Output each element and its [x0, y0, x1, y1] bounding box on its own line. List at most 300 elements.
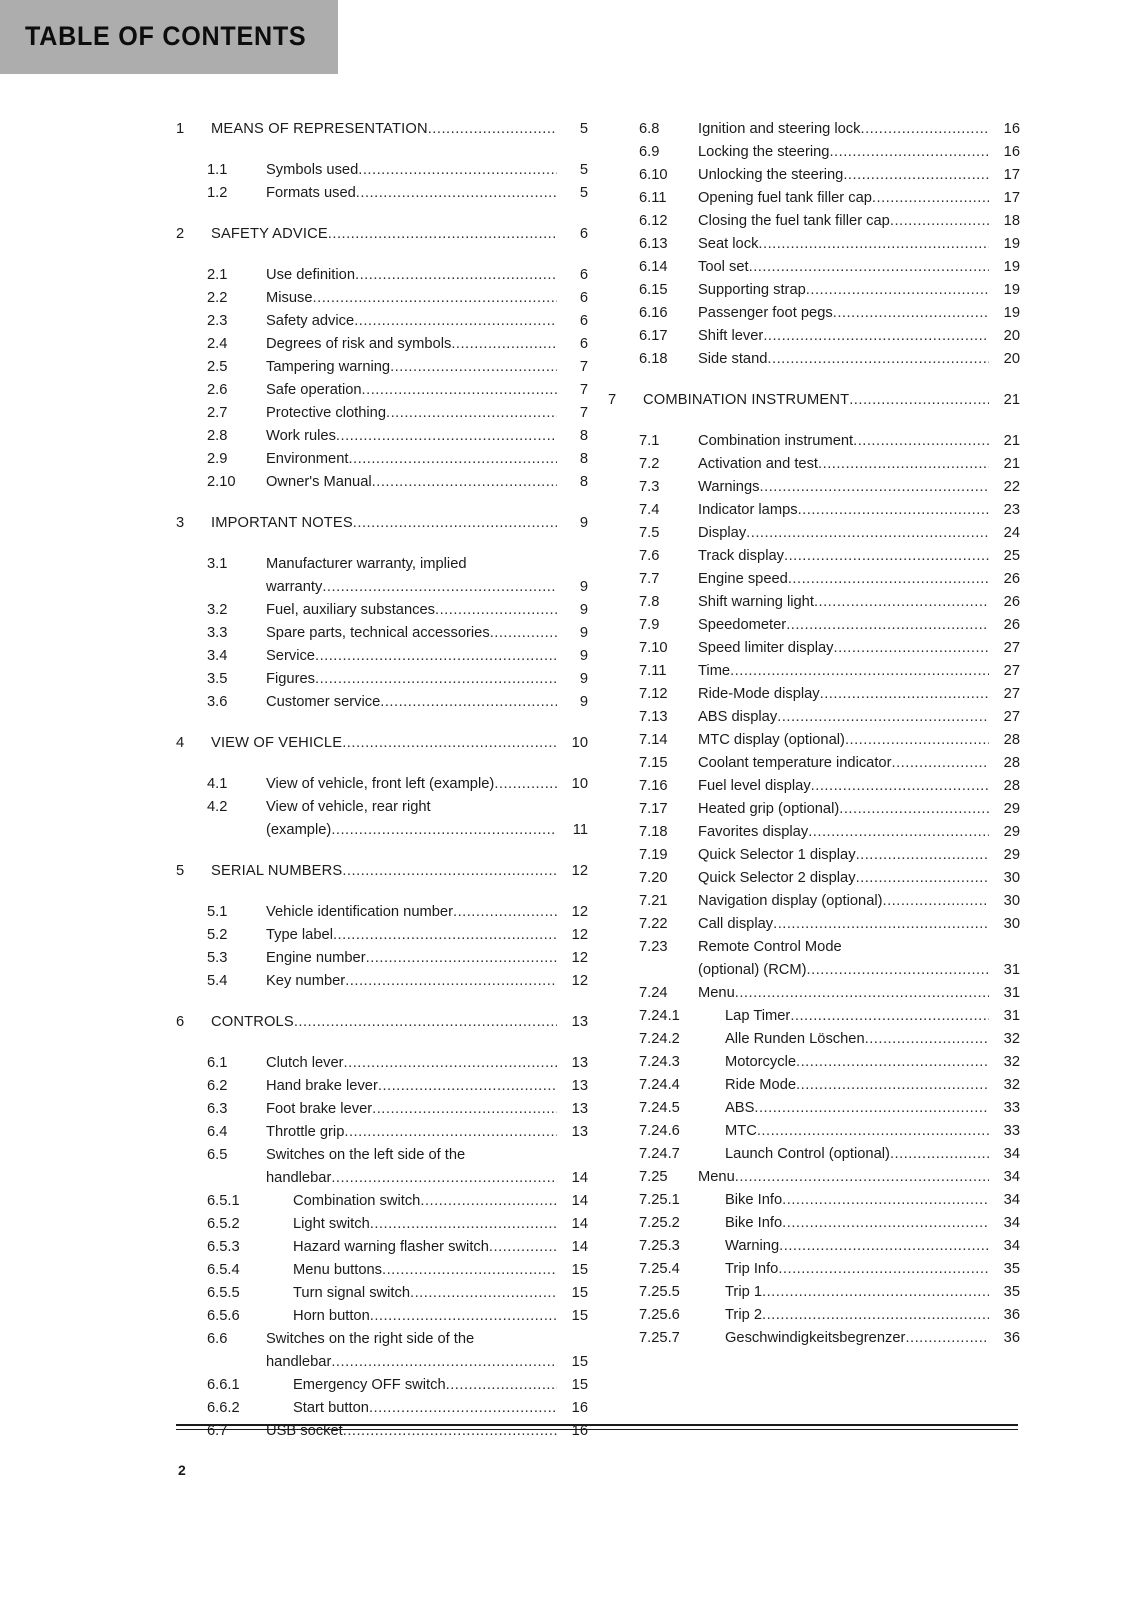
toc-entry-title: Service [266, 648, 315, 664]
toc-entry-page: 36 [1003, 1330, 1020, 1346]
toc-dot-leader [354, 310, 557, 333]
toc-entry[interactable] [176, 425, 588, 448]
toc-dot-leader [336, 425, 557, 448]
toc-entry-number: 7.8 [639, 594, 660, 610]
toc-entry[interactable] [608, 637, 1020, 660]
toc-entry-number: 3.4 [207, 648, 228, 664]
toc-entry[interactable] [176, 356, 588, 379]
toc-entry-number: 6.3 [207, 1101, 228, 1117]
toc-entry[interactable] [176, 691, 588, 714]
toc-entry[interactable] [176, 970, 588, 993]
toc-entry-title: Speedometer [698, 617, 787, 633]
toc-entry-page: 27 [1003, 686, 1020, 702]
toc-entry-number: 6.9 [639, 144, 660, 160]
toc-entry[interactable] [608, 1097, 1020, 1120]
toc-entry-title: Track display [698, 548, 784, 564]
toc-entry-title: Geschwindigkeitsbegrenzer [725, 1330, 906, 1346]
toc-entry-number: 7.24.1 [639, 1008, 680, 1024]
toc-entry[interactable] [608, 798, 1020, 821]
toc-entry-number: 2.7 [207, 405, 228, 421]
toc-entry-number: 6.6.1 [207, 1377, 240, 1393]
toc-entry[interactable] [176, 1305, 588, 1328]
toc-entry[interactable] [608, 614, 1020, 637]
toc-entry[interactable] [608, 591, 1020, 614]
toc-entry[interactable] [176, 1397, 588, 1420]
toc-entry[interactable] [176, 182, 588, 205]
toc-entry-page: 13 [571, 1055, 588, 1071]
toc-entry[interactable] [176, 287, 588, 310]
toc-entry-body [293, 1213, 588, 1236]
toc-dot-leader [757, 1120, 989, 1143]
toc-entry[interactable] [176, 1121, 588, 1144]
toc-entry-body [698, 660, 1020, 683]
toc-entry-title: Side stand [698, 351, 768, 367]
toc-entry-number: 7.10 [639, 640, 668, 656]
toc-dot-leader [845, 729, 989, 752]
toc-entry-body [211, 732, 588, 755]
footer-divider [176, 1424, 1018, 1426]
toc-entry-continuation[interactable] [176, 819, 588, 842]
toc-dot-leader [315, 645, 557, 668]
toc-entry-number: 6.5.6 [207, 1308, 240, 1324]
toc-dot-leader [818, 453, 989, 476]
toc-entry[interactable] [176, 599, 588, 622]
toc-entry-body [698, 476, 1020, 499]
toc-entry-number: 3.2 [207, 602, 228, 618]
toc-entry-number: 3.6 [207, 694, 228, 710]
toc-entry-number: 6.7 [207, 1423, 228, 1439]
toc-entry[interactable] [608, 913, 1020, 936]
toc-entry-title: Bike Info [725, 1192, 783, 1208]
toc-entry-page: 17 [1003, 167, 1020, 183]
toc-entry-body [698, 959, 1020, 982]
toc-entry-page: 24 [1003, 525, 1020, 541]
toc-entry[interactable] [176, 223, 588, 246]
toc-entry-continuation[interactable] [176, 1167, 588, 1190]
toc-entry-number: 6.11 [639, 190, 667, 206]
toc-dot-leader [735, 1166, 989, 1189]
toc-entry[interactable] [176, 1213, 588, 1236]
toc-entry-title: Quick Selector 2 display [698, 870, 856, 886]
toc-entry-title: Lap Timer [725, 1008, 791, 1024]
toc-entry-page: 13 [571, 1101, 588, 1117]
toc-entry[interactable] [608, 453, 1020, 476]
toc-entry-number: 2.8 [207, 428, 228, 444]
toc-entry-number: 4.2 [207, 799, 228, 815]
toc-entry[interactable] [608, 210, 1020, 233]
toc-entry[interactable] [608, 1212, 1020, 1235]
toc-entry[interactable] [176, 1236, 588, 1259]
toc-entry-body [698, 141, 1020, 164]
toc-entry-body [725, 1074, 1020, 1097]
toc-entry-title: Emergency OFF switch [293, 1377, 446, 1393]
toc-entry-number: 2.10 [207, 474, 236, 490]
toc-entry-title: Motorcycle [725, 1054, 797, 1070]
page-title: TABLE OF CONTENTS [25, 21, 307, 51]
toc-entry-number: 1 [176, 121, 185, 137]
toc-entry[interactable] [608, 1281, 1020, 1304]
toc-entry-body [266, 773, 588, 796]
toc-entry-page: 12 [571, 927, 588, 943]
toc-entry-number: 7.25.1 [639, 1192, 680, 1208]
toc-entry[interactable] [608, 499, 1020, 522]
toc-entry-page: 10 [571, 776, 588, 792]
toc-entry-page: 5 [579, 121, 588, 137]
toc-entry-body [698, 798, 1020, 821]
toc-entry-number: 6.18 [639, 351, 668, 367]
toc-entry[interactable] [608, 1143, 1020, 1166]
toc-entry[interactable] [176, 471, 588, 494]
toc-entry-body [725, 1189, 1020, 1212]
toc-entry[interactable] [608, 522, 1020, 545]
toc-entry[interactable] [176, 379, 588, 402]
toc-entry-body [266, 553, 588, 576]
toc-entry[interactable] [608, 890, 1020, 913]
toc-entry-body [266, 287, 588, 310]
toc-entry-title: Start button [293, 1400, 369, 1416]
toc-entry-page: 14 [571, 1216, 588, 1232]
toc-entry-body [266, 182, 588, 205]
toc-entry-body [266, 970, 588, 993]
toc-dot-leader [353, 512, 557, 535]
toc-dot-leader [829, 141, 989, 164]
toc-entry-page: 27 [1003, 709, 1020, 725]
toc-entry-page: 28 [1003, 778, 1020, 794]
toc-entry-number: 7.25.2 [639, 1215, 680, 1231]
toc-entry-page: 15 [571, 1308, 588, 1324]
toc-dot-leader [380, 691, 557, 714]
toc-entry[interactable] [176, 773, 588, 796]
toc-entry-body [643, 389, 1020, 412]
toc-entry-page: 18 [1003, 213, 1020, 229]
toc-entry-body [698, 821, 1020, 844]
toc-entry-body [698, 752, 1020, 775]
toc-entry-title: (optional) (RCM) [698, 962, 807, 978]
toc-dot-leader [386, 402, 557, 425]
toc-entry[interactable] [608, 844, 1020, 867]
toc-entry-page: 31 [1003, 985, 1020, 1001]
toc-entry[interactable] [176, 1011, 588, 1034]
toc-entry-body [211, 118, 588, 141]
toc-dot-leader [735, 982, 989, 1005]
toc-entry-title: Hazard warning flasher switch [293, 1239, 489, 1255]
toc-entry-title: Turn signal switch [293, 1285, 410, 1301]
toc-entry-page: 29 [1003, 847, 1020, 863]
toc-entry-number: 7.21 [639, 893, 668, 909]
toc-entry-body [266, 947, 588, 970]
toc-entry-number: 7.24.4 [639, 1077, 680, 1093]
toc-entry-page: 26 [1003, 617, 1020, 633]
toc-dot-leader [342, 860, 557, 883]
toc-entry[interactable] [608, 118, 1020, 141]
toc-entry-body [266, 333, 588, 356]
toc-entry-number: 7.24.6 [639, 1123, 680, 1139]
toc-entry-body [266, 1075, 588, 1098]
toc-entry[interactable] [176, 732, 588, 755]
toc-entry[interactable] [608, 476, 1020, 499]
toc-entry[interactable] [608, 1005, 1020, 1028]
toc-entry-body [698, 453, 1020, 476]
toc-entry-number: 7 [608, 392, 617, 408]
toc-dot-leader [369, 1397, 557, 1420]
toc-dot-leader [839, 798, 989, 821]
toc-entry[interactable] [608, 302, 1020, 325]
toc-entry-page: 5 [579, 162, 588, 178]
toc-entry-title: View of vehicle, front left (example) [266, 776, 495, 792]
toc-entry[interactable] [176, 1282, 588, 1305]
toc-entry-number: 7.1 [639, 433, 660, 449]
toc-entry[interactable] [608, 389, 1020, 412]
toc-entry-page: 15 [571, 1262, 588, 1278]
toc-entry-body [266, 924, 588, 947]
toc-dot-leader [749, 256, 989, 279]
toc-entry-title: Ride Mode [725, 1077, 797, 1093]
toc-dot-leader [779, 1235, 989, 1258]
toc-entry[interactable] [608, 775, 1020, 798]
toc-entry[interactable] [608, 1327, 1020, 1350]
toc-dot-leader [807, 959, 989, 982]
toc-column-right [608, 118, 1020, 1350]
toc-entry-continuation[interactable] [176, 1351, 588, 1374]
toc-entry-number: 6.15 [639, 282, 668, 298]
toc-dot-leader [331, 819, 557, 842]
toc-entry[interactable] [608, 430, 1020, 453]
toc-entry-title: Spare parts, technical accessories [266, 625, 490, 641]
toc-entry-title: ABS [725, 1100, 755, 1116]
toc-dot-leader [890, 1143, 989, 1166]
toc-entry[interactable] [176, 860, 588, 883]
toc-entry-number: 7.22 [639, 916, 668, 932]
toc-entry[interactable] [608, 1074, 1020, 1097]
toc-dot-leader [362, 379, 557, 402]
toc-entry[interactable] [608, 936, 1020, 959]
toc-entry[interactable] [608, 1028, 1020, 1051]
toc-dot-leader [856, 844, 989, 867]
toc-entry-number: 6.8 [639, 121, 660, 137]
toc-entry[interactable] [176, 553, 588, 576]
toc-dot-leader [814, 591, 989, 614]
toc-entry-title: View of vehicle, rear right [266, 799, 431, 815]
toc-entry[interactable] [608, 982, 1020, 1005]
toc-entry-page: 13 [571, 1078, 588, 1094]
toc-entry-title: Figures [266, 671, 315, 687]
toc-entry-title: Degrees of risk and symbols [266, 336, 452, 352]
toc-entry-number: 4 [176, 735, 185, 751]
toc-entry[interactable] [608, 141, 1020, 164]
toc-entry-number: 7.12 [639, 686, 668, 702]
toc-entry-body [698, 210, 1020, 233]
toc-entry-continuation[interactable] [176, 576, 588, 599]
toc-dot-leader [494, 773, 557, 796]
toc-entry-number: 7.25 [639, 1169, 668, 1185]
toc-dot-leader [322, 576, 557, 599]
toc-entry[interactable] [176, 924, 588, 947]
toc-entry-title: (example) [266, 822, 332, 838]
toc-entry[interactable] [176, 1190, 588, 1213]
toc-entry[interactable] [608, 821, 1020, 844]
toc-entry-body [725, 1281, 1020, 1304]
toc-entry-page: 9 [579, 625, 588, 641]
toc-entry-title: Foot brake lever [266, 1101, 373, 1117]
toc-entry-page: 12 [571, 950, 588, 966]
toc-entry[interactable] [176, 448, 588, 471]
toc-entry-continuation[interactable] [608, 959, 1020, 982]
toc-entry-page: 6 [579, 336, 588, 352]
toc-entry[interactable] [176, 1259, 588, 1282]
toc-dot-leader [798, 499, 989, 522]
toc-entry[interactable] [176, 118, 588, 141]
toc-entry[interactable] [176, 1098, 588, 1121]
toc-entry[interactable] [608, 1051, 1020, 1074]
toc-entry-body [698, 522, 1020, 545]
toc-entry-number: 6.4 [207, 1124, 228, 1140]
toc-entry-title: Horn button [293, 1308, 370, 1324]
toc-dot-leader [446, 1374, 557, 1397]
toc-entry-page: 21 [1003, 392, 1020, 408]
toc-entry[interactable] [608, 568, 1020, 591]
toc-entry[interactable] [176, 159, 588, 182]
toc-dot-leader [390, 356, 557, 379]
toc-entry[interactable] [608, 1235, 1020, 1258]
toc-entry[interactable] [176, 1144, 588, 1167]
toc-entry-number: 2.2 [207, 290, 228, 306]
toc-entry[interactable] [608, 729, 1020, 752]
toc-entry[interactable] [176, 1374, 588, 1397]
toc-entry-page: 19 [1003, 305, 1020, 321]
toc-entry-page: 34 [1003, 1146, 1020, 1162]
toc-entry-title: SERIAL NUMBERS [211, 863, 343, 879]
toc-entry-body [698, 867, 1020, 890]
toc-entry[interactable] [608, 233, 1020, 256]
toc-entry[interactable] [176, 333, 588, 356]
toc-entry[interactable] [608, 325, 1020, 348]
footer-divider-thin [176, 1429, 1018, 1430]
toc-entry[interactable] [608, 1304, 1020, 1327]
toc-entry-number: 6.6.2 [207, 1400, 240, 1416]
toc-entry[interactable] [608, 187, 1020, 210]
toc-entry-number: 2.9 [207, 451, 228, 467]
toc-entry[interactable] [176, 796, 588, 819]
toc-entry-page: 30 [1003, 893, 1020, 909]
toc-entry[interactable] [608, 545, 1020, 568]
toc-entry-number: 7.15 [639, 755, 668, 771]
toc-entry-body [698, 233, 1020, 256]
toc-entry-title: Work rules [266, 428, 336, 444]
toc-dot-leader [331, 1167, 557, 1190]
toc-entry[interactable] [176, 1052, 588, 1075]
toc-entry-title: Vehicle identification number [266, 904, 453, 920]
toc-entry[interactable] [176, 622, 588, 645]
toc-dot-leader [806, 279, 989, 302]
toc-entry[interactable] [176, 645, 588, 668]
toc-entry[interactable] [176, 264, 588, 287]
toc-entry-title: Call display [698, 916, 774, 932]
toc-entry-body [698, 913, 1020, 936]
toc-entry-number: 6.5.3 [207, 1239, 240, 1255]
toc-entry-body [266, 425, 588, 448]
toc-dot-leader [892, 752, 990, 775]
toc-entry[interactable] [176, 1328, 588, 1351]
toc-entry-title: CONTROLS [211, 1014, 294, 1030]
toc-entry[interactable] [176, 402, 588, 425]
toc-entry[interactable] [608, 1120, 1020, 1143]
toc-entry-body [698, 1166, 1020, 1189]
toc-entry-page: 11 [572, 822, 588, 838]
toc-dot-leader [788, 568, 989, 591]
toc-entry-title: Menu [698, 985, 735, 1001]
toc-entry-title: Protective clothing [266, 405, 387, 421]
toc-entry-body [266, 310, 588, 333]
toc-entry[interactable] [176, 668, 588, 691]
toc-entry[interactable] [608, 279, 1020, 302]
toc-dot-leader [410, 1282, 557, 1305]
toc-entry-number: 2 [176, 226, 185, 242]
toc-entry-title: Engine speed [698, 571, 788, 587]
toc-entry-page: 27 [1003, 663, 1020, 679]
toc-entry[interactable] [176, 947, 588, 970]
toc-entry-page: 12 [571, 973, 588, 989]
toc-dot-leader [811, 775, 989, 798]
toc-dot-leader [767, 348, 989, 371]
toc-entry-title: Key number [266, 973, 346, 989]
toc-dot-leader [853, 430, 989, 453]
toc-entry[interactable] [176, 512, 588, 535]
toc-dot-leader [358, 159, 557, 182]
toc-entry-body [698, 545, 1020, 568]
toc-dot-leader [790, 1005, 989, 1028]
toc-entry-page: 6 [579, 313, 588, 329]
toc-entry[interactable] [176, 310, 588, 333]
toc-entry-title: Trip 1 [725, 1284, 762, 1300]
toc-entry-page: 16 [1003, 121, 1020, 137]
toc-entry[interactable] [608, 1166, 1020, 1189]
toc-dot-leader [372, 471, 557, 494]
toc-entry[interactable] [608, 348, 1020, 371]
toc-entry-page: 20 [1003, 328, 1020, 344]
toc-entry-page: 34 [1003, 1215, 1020, 1231]
toc-entry-body [293, 1397, 588, 1420]
toc-entry-body [293, 1305, 588, 1328]
toc-entry[interactable] [608, 1189, 1020, 1212]
toc-entry[interactable] [608, 256, 1020, 279]
toc-entry-page: 28 [1003, 755, 1020, 771]
toc-entry-page: 31 [1003, 962, 1020, 978]
toc-entry[interactable] [608, 683, 1020, 706]
toc-dot-leader [342, 732, 557, 755]
toc-entry-title: Ride-Mode display [698, 686, 820, 702]
toc-entry[interactable] [608, 164, 1020, 187]
toc-entry[interactable] [608, 867, 1020, 890]
toc-dot-leader [754, 1097, 989, 1120]
toc-entry-title: IMPORTANT NOTES [211, 515, 353, 531]
toc-entry[interactable] [608, 660, 1020, 683]
toc-entry-page: 16 [571, 1400, 588, 1416]
toc-entry-title: Clutch lever [266, 1055, 344, 1071]
toc-entry[interactable] [608, 706, 1020, 729]
toc-entry-number: 5.3 [207, 950, 228, 966]
toc-dot-leader [856, 867, 989, 890]
toc-entry[interactable] [608, 1258, 1020, 1281]
toc-entry[interactable] [176, 901, 588, 924]
toc-entry[interactable] [608, 752, 1020, 775]
toc-entry-number: 7.18 [639, 824, 668, 840]
toc-entry-number: 7.25.3 [639, 1238, 680, 1254]
toc-entry-title: Shift warning light [698, 594, 814, 610]
toc-entry-number: 5.1 [207, 904, 228, 920]
toc-entry-body [698, 706, 1020, 729]
toc-entry-body [211, 512, 588, 535]
toc-entry[interactable] [176, 1075, 588, 1098]
